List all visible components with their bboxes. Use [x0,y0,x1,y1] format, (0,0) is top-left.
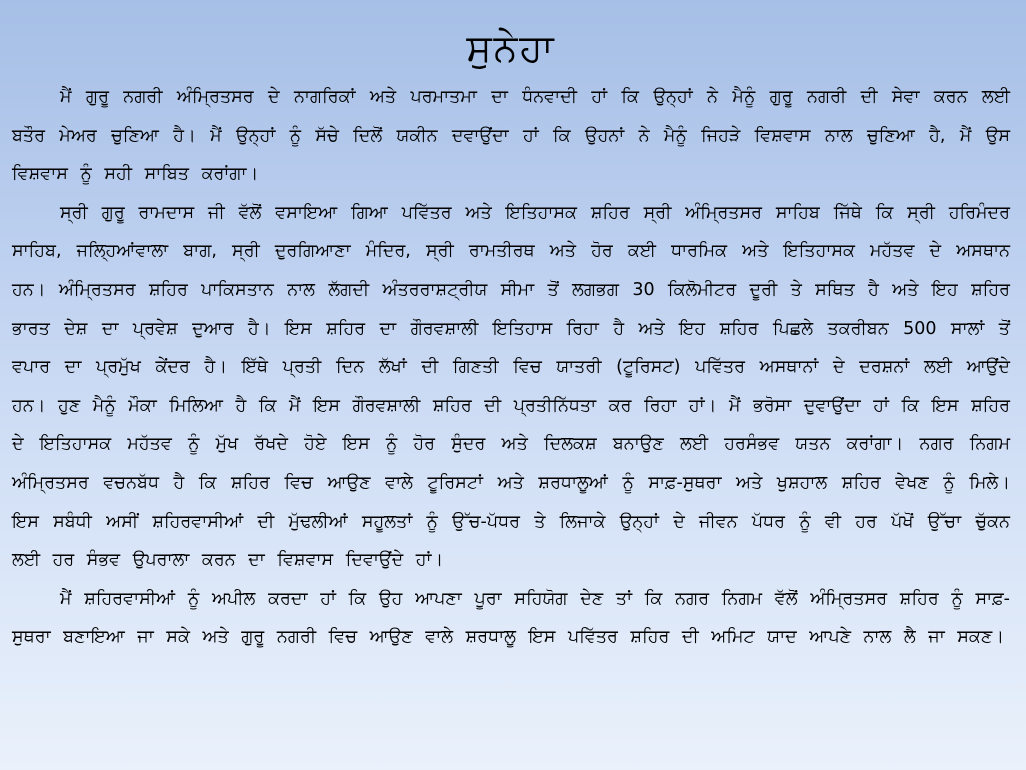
paragraph-city-history: ਸ੍ਰੀ ਗੁਰੂ ਰਾਮਦਾਸ ਜੀ ਵੱਲੋਂ ਵਸਾਇਆ ਗਿਆ ਪਵਿੱਤਰ ਅਤੇ ਇਤਿਹਾਸਕ ਸ਼ਹਿਰ ਸ੍ਰੀ ਅੰਮ੍ਰਿਤਸਰ ਸਾਹਿਬ ਜਿੱਥੇ ਕਿ ਸ੍ਰੀ ਹਰਿਮੰਦਰ ਸਾਹਿਬ, ਜਲ੍ਹਿਆਂਵਾਲਾ ਬਾਗ, ਸ੍ਰੀ ਦੁਰਗਿਆਣਾ ਮੰਦਿਰ, ਸ੍ਰੀ ਰਾਮਤੀਰਥ ਅਤੇ ਹੋਰ ਕਈ ਧਾਰਮਿਕ ਅਤੇ ਇਤਿਹਾਸਕ ਮਹੱਤਵ ਦੇ ਅਸਥਾਨ ਹਨ। ਅੰਮ੍ਰਿਤਸਰ ਸ਼ਹਿਰ ਪਾਕਿਸਤਾਨ ਨਾਲ ਲੱਗਦੀ ਅੰਤਰਰਾਸ਼ਟ੍ਰੀਯ ਸੀਮਾ ਤੋਂ ਲਗਭਗ 30 ਕਿਲੋਮੀਟਰ ਦੂਰੀ ਤੇ ਸਥਿਤ ਹੈ ਅਤੇ ਇਹ ਸ਼ਹਿਰ ਭਾਰਤ ਦੇਸ਼ ਦਾ ਪ੍ਰਵੇਸ਼ ਦੁਆਰ ਹੈ। ਇਸ ਸ਼ਹਿਰ ਦਾ ਗੌਰਵਸ਼ਾਲੀ ਇਤਿਹਾਸ ਰਿਹਾ ਹੈ ਅਤੇ ਇਹ ਸ਼ਹਿਰ ਪਿਛਲੇ ਤਕਰੀਬਨ 500 ਸਾਲਾਂ ਤੋਂ ਵਪਾਰ ਦਾ ਪ੍ਰਮੁੱਖ ਕੇਂਦਰ ਹੈ। ਇੱਥੇ ਪ੍ਰਤੀ ਦਿਨ ਲੱਖਾਂ ਦੀ ਗਿਣਤੀ ਵਿਚ ਯਾਤਰੀ (ਟੂਰਿਸਟ) ਪਵਿੱਤਰ ਅਸਥਾਨਾਂ ਦੇ ਦਰਸ਼ਨਾਂ ਲਈ ਆਉਂਦੇ ਹਨ। ਹੁਣ ਮੈਨੂੰ ਮੌਕਾ ਮਿਲਿਆ ਹੈ ਕਿ ਮੈਂ ਇਸ ਗੌਰਵਸ਼ਾਲੀ ਸ਼ਹਿਰ ਦੀ ਪ੍ਰਤੀਨਿੱਧਤਾ ਕਰ ਰਿਹਾ ਹਾਂ। ਮੈਂ ਭਰੋਸਾ ਦੁਵਾਉਂਦਾ ਹਾਂ ਕਿ ਇਸ ਸ਼ਹਿਰ ਦੇ ਇਤਿਹਾਸਕ ਮਹੱਤਵ ਨੂੰ ਮੁੱਖ ਰੱਖਦੇ ਹੋਏ ਇਸ ਨੂੰ ਹੋਰ ਸੁੰਦਰ ਅਤੇ ਦਿਲਕਸ਼ ਬਨਾਉਣ ਲਈ ਹਰਸੰਭਵ ਯਤਨ ਕਰਾਂਗਾ। ਨਗਰ ਨਿਗਮ ਅੰਮ੍ਰਿਤਸਰ ਵਚਨਬੱਧ ਹੈ ਕਿ ਸ਼ਹਿਰ ਵਿਚ ਆਉਣ ਵਾਲੇ ਟੂਰਿਸਟਾਂ ਅਤੇ ਸ਼ਰਧਾਲੂਆਂ ਨੂੰ ਸਾਫ਼-ਸੁਥਰਾ ਅਤੇ ਖੁਸ਼ਹਾਲ ਸ਼ਹਿਰ ਵੇਖਣ ਨੂੰ ਮਿਲੇ। ਇਸ ਸਬੰਧੀ ਅਸੀਂ ਸ਼ਹਿਰਵਾਸੀਆਂ ਦੀ ਮੁੱਢਲੀਆਂ ਸਹੂਲਤਾਂ ਨੂੰ ਉੱਚ-ਪੱਧਰ ਤੇ ਲਿਜਾਕੇ ਉਨ੍ਹਾਂ ਦੇ ਜੀਵਨ ਪੱਧਰ ਨੂੰ ਵੀ ਹਰ ਪੱਖੋਂ ਉੱਚਾ ਚੁੱਕਨ ਲਈ ਹਰ ਸੰਭਵ ਉਪਰਾਲਾ ਕਰਨ ਦਾ ਵਿਸ਼ਵਾਸ ਦਿਵਾਉਂਦੇ ਹਾਂ। [12,202,1010,571]
message-body [12,78,1010,657]
paragraph-intro: ਮੈਂ ਗੁਰੂ ਨਗਰੀ ਅੰਮ੍ਰਿਤਸਰ ਦੇ ਨਾਗਰਿਕਾਂ ਅਤੇ ਪਰਮਾਤਮਾ ਦਾ ਧੰਨਵਾਦੀ ਹਾਂ ਕਿ ਉਨ੍ਹਾਂ ਨੇ ਮੈਨੂੰ ਗੁਰੂ ਨਗਰੀ ਦੀ ਸੇਵਾ ਕਰਨ ਲਈ ਬਤੌਰ ਮੇਅਰ ਚੁਣਿਆ ਹੈ। ਮੈਂ ਉਨ੍ਹਾਂ ਨੂੰ ਸੱਚੇ ਦਿਲੋਂ ਯਕੀਨ ਦਵਾਉਂਦਾ ਹਾਂ ਕਿ ਉਹਨਾਂ ਨੇ ਮੈਨੂੰ ਜਿਹੜੇ ਵਿਸ਼ਵਾਸ ਨਾਲ ਚੁਣਿਆ ਹੈ, ਮੈਂ ਉਸ ਵਿਸ਼ਵਾਸ ਨੂੰ ਸਹੀ ਸਾਬਿਤ ਕਰਾਂਗਾ। [12,87,1010,185]
page-title: ਸੁਨੇਹਾ [466,26,556,70]
paragraph-appeal: ਮੈਂ ਸ਼ਹਿਰਵਾਸੀਆਂ ਨੂੰ ਅਪੀਲ ਕਰਦਾ ਹਾਂ ਕਿ ਉਹ ਆਪਣਾ ਪੂਰਾ ਸਹਿਯੋਗ ਦੇਣ ਤਾਂ ਕਿ ਨਗਰ ਨਿਗਮ ਵੱਲੋਂ ਅੰਮ੍ਰਿਤਸਰ ਸ਼ਹਿਰ ਨੂੰ ਸਾਫ਼-ਸੁਥਰਾ ਬਣਾਇਆ ਜਾ ਸਕੇ ਅਤੇ ਗੁਰੂ ਨਗਰੀ ਵਿਚ ਆਉਣ ਵਾਲੇ ਸ਼ਰਧਾਲੂ ਇਸ ਪਵਿੱਤਰ ਸ਼ਹਿਰ ਦੀ ਅਮਿਟ ਯਾਦ ਆਪਣੇ ਨਾਲ ਲੈ ਜਾ ਸਕਣ। [12,588,1010,648]
